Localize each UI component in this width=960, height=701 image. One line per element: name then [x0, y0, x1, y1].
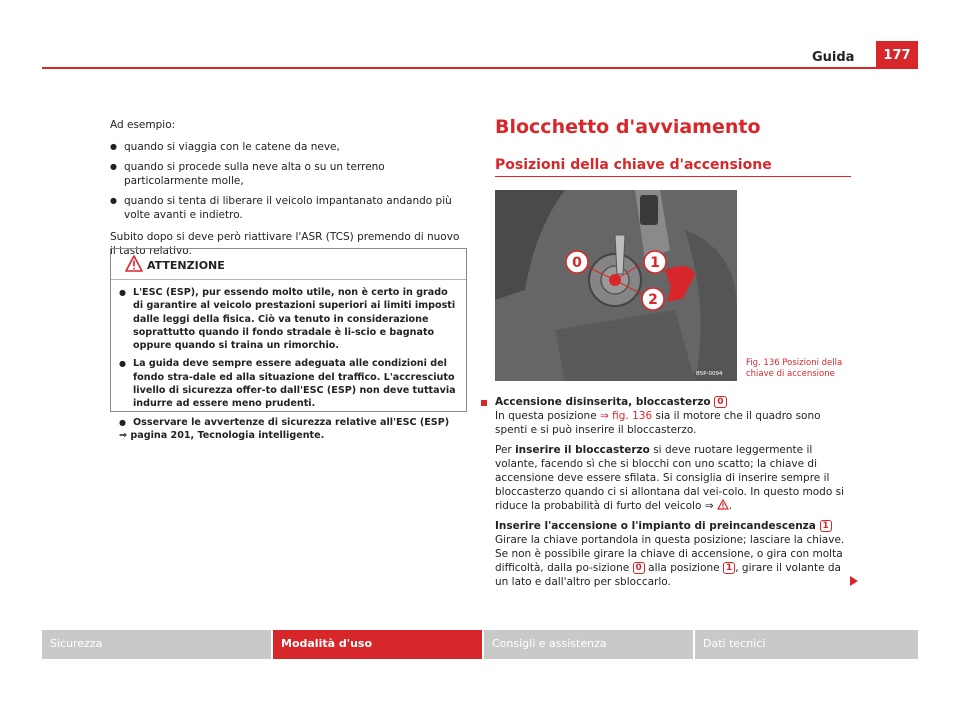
header-rule [42, 67, 918, 69]
warning-box [110, 248, 467, 441]
warning-body [119, 286, 459, 447]
warning-item: ● Osservare le avvertenze di sicurezza relative all'ESC (ESP) [119, 416, 459, 429]
figure-code: B5P-0094 [696, 371, 723, 377]
sub-heading-rule [495, 176, 851, 177]
sub-heading: Posizioni della chiave d'accensione [495, 157, 772, 173]
text-run: Girare la chiave portandola in questa posizione; lasciare la chiave. Se non è possibile girare la chiave di accensione, o gira con molta difficoltà, dalla po-sizione [495, 534, 845, 574]
footer-tab-consigli[interactable] [484, 630, 693, 659]
caption-line: Fig. 136 Posizioni della [746, 358, 843, 368]
text-run: . [728, 500, 733, 512]
footer-tab-label: Sicurezza [50, 637, 103, 650]
intro-text: Ad esempio: [110, 119, 176, 131]
bold-run: inserire il bloccasterzo [515, 444, 650, 456]
after-text: Subito dopo si deve però riattivare l'ASR (TCS) premendo di nuovo il tasto relativo. [110, 231, 460, 257]
text-run: , girare il volante da un lato e dall'altro per sbloccarlo. [495, 562, 841, 588]
warning-item: ● La guida deve sempre essere adeguata alle condizioni del fondo stra-dale ed alla situazione del traffico. L'accresciuto livello di sicurezza offer-to dall'ESC (ESP) non deve tuttavia indurre ad essere meno prudenti. [119, 357, 459, 410]
left-column [110, 118, 467, 258]
ignition-illustration [495, 190, 737, 381]
position-badge: 0 [714, 396, 726, 408]
footer-tab-label: Dati tecnici [703, 637, 766, 650]
figure-label: 2 [648, 292, 658, 308]
text-run: In questa posizione [495, 410, 601, 422]
position-badge: 1 [820, 520, 832, 532]
list-item: ● quando si viaggia con le catene da neve, [110, 140, 467, 154]
figure-caption [746, 358, 842, 379]
para-3 [495, 533, 853, 589]
warning-triangle-icon [125, 255, 143, 272]
footer-tab-sicurezza[interactable] [42, 630, 271, 659]
footer-tab-dati[interactable] [695, 630, 918, 659]
text-run: si deve ruotare leggermente il volante, facendo sì che si blocchi con uno scatto; la chiave di accensione deve essere sfilata. Si consiglia di inserire sempre il bloccasterzo quando ci si allontana dal vei-colo. In questo modo si riduce la probabilità di furto del veicolo ⇒ [495, 444, 844, 512]
section-end-marker [481, 400, 487, 406]
figure-label: 0 [572, 255, 582, 271]
text-run: alla posizione [644, 562, 723, 574]
page-number: 177 [876, 41, 918, 68]
right-body [495, 395, 853, 589]
footer-tab-label: Modalità d'uso [281, 637, 373, 650]
footer-tab-modalita[interactable] [273, 630, 482, 659]
footer-tab-label: Consigli e assistenza [492, 637, 607, 650]
para-heading-text: Accensione disinserita, bloccasterzo [495, 396, 711, 408]
section-title: Guida [812, 50, 855, 65]
para-heading-text: Inserire l'accensione o l'impianto di preincandescenza [495, 520, 816, 532]
continue-arrow-icon [850, 576, 858, 586]
warning-header [111, 249, 466, 280]
position-badge: 1 [723, 562, 735, 574]
page-heading: Blocchetto d'avviamento [495, 116, 761, 138]
figure-ignition [495, 190, 737, 381]
text-run: Per [495, 444, 516, 456]
text-run: sia il motore che il quadro sono spenti e si può inserire il bloccasterzo. [495, 410, 821, 436]
para-heading-1 [495, 519, 853, 533]
list-item: ● quando si tenta di liberare il veicolo impantanato andando più volte avanti e indietro. [110, 194, 467, 222]
para-1 [495, 409, 853, 437]
para-heading-0 [495, 395, 853, 409]
warning-ref[interactable]: ⇒ pagina 201, Tecnologia intelligente. [119, 429, 325, 441]
warning-ref-icon[interactable] [717, 499, 729, 510]
figure-link[interactable]: ⇒ fig. 136 [600, 410, 653, 422]
caption-line: chiave di accensione [746, 368, 835, 379]
warning-item: ● L'ESC (ESP), pur essendo molto utile, non è certo in grado di garantire al veicolo prestazioni superiori ai limiti imposti dalle leggi della fisica. Ciò va tenuto in considerazione soprattutto quando il fondo stradale è li-scio e bagnato oppure quando si traina un rimorchio. [119, 286, 459, 352]
figure-label: 1 [650, 255, 660, 271]
para-2 [495, 443, 853, 513]
warning-title: ATTENZIONE [147, 259, 225, 272]
list-item: ● quando si procede sulla neve alta o su un terreno particolarmente molle, [110, 160, 467, 188]
position-badge: 0 [633, 562, 645, 574]
